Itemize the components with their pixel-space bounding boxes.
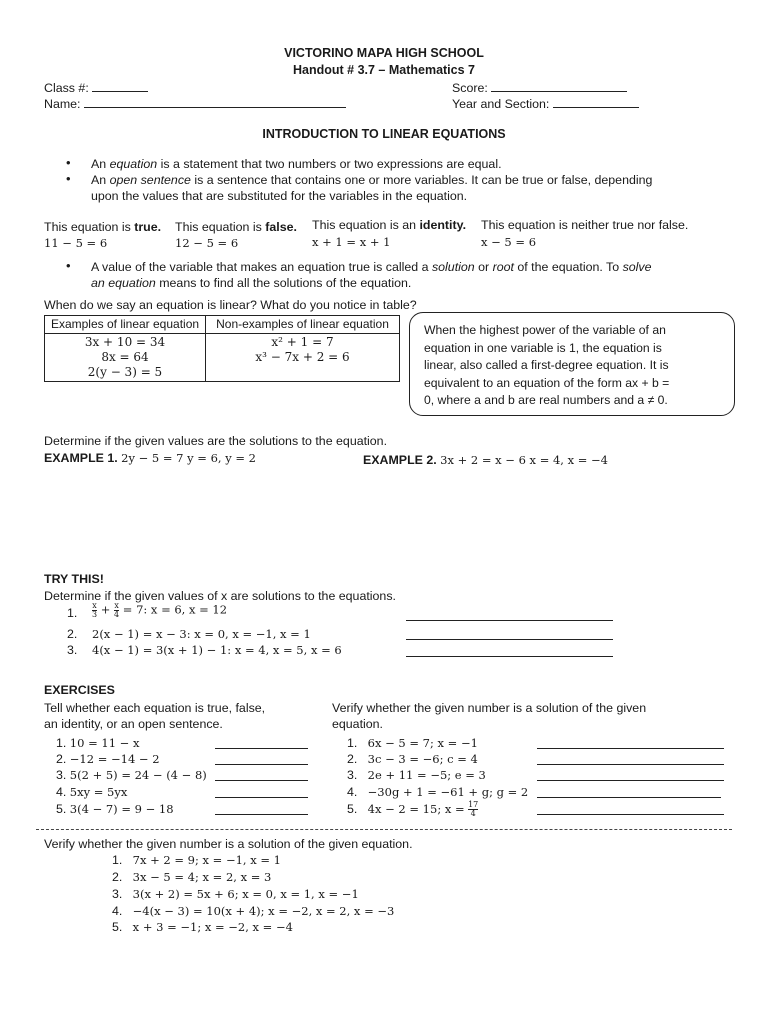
class-blank[interactable] <box>92 80 148 92</box>
answer-blank[interactable] <box>537 786 721 798</box>
identity-equation-label: This equation is an identity. <box>312 218 467 232</box>
exercises-right-instruction: Verify whether the given number is a solution of the given <box>332 701 647 715</box>
open-sentence-definition: An open sentence is a sentence that contains one or more variables. It can be true or false, depending <box>91 173 653 187</box>
class-number-field[interactable] <box>44 80 148 95</box>
open-sentence-definition-cont: upon the values that are substituted for the variables in the equation. <box>91 189 468 203</box>
neither-equation: x − 5 = 6 <box>481 235 537 249</box>
name-blank[interactable] <box>84 96 346 108</box>
year-section-label: Year and Section: <box>452 97 550 111</box>
true-equation-label: This equation is true. <box>44 220 162 234</box>
try-this-item: 2. <box>67 627 78 641</box>
try-this-equation: 2(x − 1) = x − 3: x = 0, x = −1, x = 1 <box>92 627 311 641</box>
year-section-blank[interactable] <box>553 96 639 108</box>
fraction: $\frac{17}{4}$ <box>468 800 479 818</box>
try-this-heading: TRY THIS! <box>44 572 104 586</box>
table-cell-linear: 3x + 10 = 34 8x = 64 2(y − 3) = 5 <box>45 334 206 382</box>
final-instruction: Verify whether the given number is a solution of the given equation. <box>44 837 413 851</box>
fraction: $\frac{x}{4}$ <box>114 601 120 619</box>
answer-blank[interactable] <box>215 803 308 815</box>
score-label: Score: <box>452 81 488 95</box>
answer-blank[interactable] <box>406 645 613 657</box>
bullet-icon: • <box>66 258 71 273</box>
final-item: 3. 3(x + 2) = 5x + 6; x = 0, x = 1, x = −1 <box>112 887 359 901</box>
answer-blank[interactable] <box>215 753 308 765</box>
page-title: INTRODUCTION TO LINEAR EQUATIONS <box>262 127 506 141</box>
final-item: 4. −4(x − 3) = 10(x + 4); x = −2, x = 2, x = −3 <box>112 904 395 918</box>
exercises-heading: EXERCISES <box>44 683 115 697</box>
exercises-left-instruction-cont: an identity, or an open sentence. <box>44 717 223 731</box>
answer-blank[interactable] <box>537 803 724 815</box>
linear-examples-table <box>44 315 400 382</box>
answer-blank[interactable] <box>215 737 308 749</box>
name-field[interactable] <box>44 96 346 111</box>
school-name: VICTORINO MAPA HIGH SCHOOL <box>284 46 484 60</box>
answer-blank[interactable] <box>537 737 724 749</box>
false-equation-label: This equation is false. <box>175 220 297 234</box>
score-field[interactable] <box>452 80 627 95</box>
table-header-nonlinear: Non-examples of linear equation <box>206 316 400 334</box>
exercise-right-item: 5. 4x − 2 = 15; x = $\frac{17}{4}$ <box>347 800 479 818</box>
example-2: EXAMPLE 2. 3x + 2 = x − 6 x = 4, x = −4 <box>363 453 609 467</box>
answer-blank[interactable] <box>537 753 724 765</box>
handout-title: Handout # 3.7 – Mathematics 7 <box>292 63 475 77</box>
exercise-right-item: 1. 6x − 5 = 7; x = −1 <box>347 736 478 750</box>
examples-instruction: Determine if the given values are the solutions to the equation. <box>44 434 388 448</box>
try-this-item: 1. <box>67 606 78 620</box>
try-this-item: 3. <box>67 643 78 657</box>
exercise-left-item: 2. −12 = −14 − 2 <box>56 752 160 766</box>
exercises-left-instruction: Tell whether each equation is true, false, <box>44 701 266 715</box>
false-equation: 12 − 5 = 6 <box>175 236 239 250</box>
table-cell-nonlinear: x² + 1 = 7 x³ − 7x + 2 = 6 <box>206 334 400 382</box>
equation-definition: An equation is a statement that two numbers or two expressions are equal. <box>91 157 502 171</box>
table-header-linear: Examples of linear equation <box>45 316 206 334</box>
answer-blank[interactable] <box>406 628 613 640</box>
exercise-left-item: 5. 3(4 − 7) = 9 − 18 <box>56 802 174 816</box>
neither-equation-label: This equation is neither true nor false. <box>481 218 689 232</box>
solution-definition: A value of the variable that makes an equation true is called a solution or root of the equation. To solve <box>91 260 652 274</box>
answer-blank[interactable] <box>406 609 613 621</box>
year-section-field[interactable] <box>452 96 639 111</box>
class-label: Class #: <box>44 81 89 95</box>
exercise-left-item: 1. 10 = 11 − x <box>56 736 140 750</box>
exercise-right-item: 4. −30g + 1 = −61 + g; g = 2 <box>347 785 529 799</box>
answer-blank[interactable] <box>215 786 308 798</box>
bullet-icon: • <box>66 155 71 170</box>
true-equation: 11 − 5 = 6 <box>44 236 108 250</box>
try-this-instruction: Determine if the given values of x are solutions to the equations. <box>44 589 396 603</box>
identity-equation: x + 1 = x + 1 <box>312 235 391 249</box>
linear-definition-callout: When the highest power of the variable of an equation in one variable is 1, the equation is linear, also called a first-degree equation. It is equivalent to an equation of the form ax + b = 0, where a and b are real numbers and a ≠ 0. <box>409 312 735 416</box>
exercise-right-item: 3. 2e + 11 = −5; e = 3 <box>347 768 486 782</box>
final-item: 2. 3x − 5 = 4; x = 2, x = 3 <box>112 870 272 884</box>
exercise-left-item: 4. 5xy = 5yx <box>56 785 128 799</box>
exercises-right-instruction-cont: equation. <box>332 717 383 731</box>
answer-blank[interactable] <box>537 769 724 781</box>
solution-definition-cont: an equation means to find all the solutions of the equation. <box>91 276 412 290</box>
try-this-equation: $\frac{x}{3}$ + $\frac{x}{4}$ = 7: x = 6, x = 12 <box>92 601 228 619</box>
example-1: EXAMPLE 1. 2y − 5 = 7 y = 6, y = 2 <box>44 451 256 465</box>
bullet-icon: • <box>66 171 71 186</box>
answer-blank[interactable] <box>215 769 308 781</box>
fraction: $\frac{x}{3}$ <box>92 601 98 619</box>
try-this-equation: 4(x − 1) = 3(x + 1) − 1: x = 4, x = 5, x = 6 <box>92 643 342 657</box>
dashed-divider <box>36 829 732 830</box>
final-item: 1. 7x + 2 = 9; x = −1, x = 1 <box>112 853 281 867</box>
name-label: Name: <box>44 97 81 111</box>
exercise-right-item: 2. 3c − 3 = −6; c = 4 <box>347 752 478 766</box>
final-item: 5. x + 3 = −1; x = −2, x = −4 <box>112 920 293 934</box>
linear-question: When do we say an equation is linear? What do you notice in table? <box>44 298 417 312</box>
score-blank[interactable] <box>491 80 627 92</box>
exercise-left-item: 3. 5(2 + 5) = 24 − (4 − 8) <box>56 768 207 782</box>
